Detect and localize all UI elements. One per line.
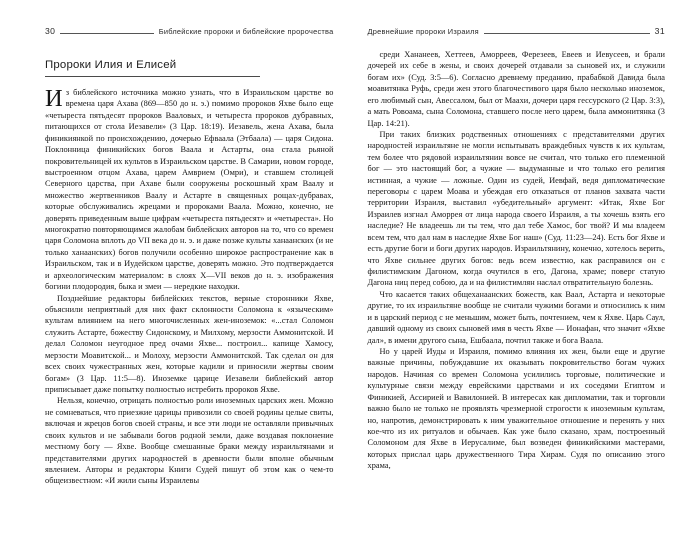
paragraph: Что касается таких общеханаанских божеств, как Ваал, Астарта и некоторые другие, то их израильтяне вообще не считали чужими богами и относились к ним и в царский период с не меньшим, может быть, почтением, чем к Яхве. Царь Саул, давший одному из своих сыновей имя в честь Яхве — Ионафан, что значит «Яхве дал», в имени другого сына, Ешбаала, почтил также и бога Ваала. bbox=[367, 289, 665, 345]
paragraph: среди Хананеев, Хеттеев, Аморреев, Ферезеев, Евеев и Иевусеев, и брали дочерей их себе в жены, и своих дочерей отдавали за сыновей их, и служили богам их» (Суд. 3:5—6). Согласно древнему преданию, прабабкой Давида была моавитянка Руфь, среди жен этого благочестивого царя было несколько иноземок, его любимый сын, Авессалом, был от Маахи, дочери царя гессурского (2 Цар. 3:3), а мать Ровоама, сына Соломона, ставшего после него царем, была аммонитянка (3 Цар. 14:21). bbox=[367, 50, 665, 128]
section-heading: Пророки Илия и Елисей bbox=[45, 59, 177, 71]
running-head-rule bbox=[484, 33, 650, 34]
left-page-body bbox=[45, 87, 334, 487]
right-running-head-title: Древнейшие пророки Израиля bbox=[367, 27, 479, 36]
right-running-head bbox=[368, 26, 666, 42]
right-page-body bbox=[368, 49, 666, 472]
paragraph: При таких близких родственных отношениях с представителями других народностей израильтяне не могли испытывать враждебных чувств к их культам, тем более что рядовой израильтянин вовсе не считал, что только его племенной бог — это настоящий бог, а чужие — выдуманные и что только его религия истинная, а чужие — ложные. Один из судей, Иевфай, ведя дипломатические переговоры с царем Моава и убеждая его отказаться от планов захвата части территории Израиля, выставил «убедительный» аргумент: «Итак, Яхве Бог Израилев изгнал Аморрея от лица народа своего Израиля, а ты хочешь взять его наследие? Не владеешь ли ты тем, что дал тебе Хамос, бог твой? И мы владеем всем тем, что дал нам в наследие Яхве Бог наш» (Суд. 11:23—24). Есть бог Яхве и есть другие боги и боги других народов. Израильтянину, конечно, хотелось верить, что Яхве сильнее других богов: ведь всем известно, как расправился он с филистимским Дагоном, когда очутился в его, Дагона, храме; поверг статую Дагона ниц перед собою, да и на филистимлян наслал отвратительную болезнь. bbox=[367, 129, 665, 288]
paragraph: Позднейшие редакторы библейских текстов, верные сторонники Яхве, объяснили неприятный для них факт склонности Соломона к «языческим» культам влиянием на него многочисленных жен-иноземок: «...стал Соломон служить Астарте, божеству Сидонскому, и Милхому, мерзости Аммонитской. И делал Соломон неугодное пред очами Яхве... построил... капище Хамосу, мерзости Моавитской... и Молоху, мерзости Аммонитской. Так сделал он для всех своих чужестранных жен, которые кадили и приносили жертвы своим богам» (3 Цар. 11:5—8). Иноземке царице Иезавели библейский автор приписывает даже попытку полностью истребить пророков Яхве. bbox=[45, 293, 334, 394]
left-page-folio: 30 bbox=[45, 26, 56, 36]
paragraph bbox=[45, 87, 334, 293]
left-running-head-title: Библейские пророки и библейские пророчества bbox=[158, 27, 334, 36]
paragraph: Нельзя, конечно, отрицать полностью роли иноземных царских жен. Можно не сомневаться, что приезжие царицы привозили со своей родины целые свиты, включая и жрецов богов своей страны, и все эти люди не оставляли привычных своих культов и не забывали богов родной земли, даже воздавая поклонение местному богу — Яхве. Вообще смешанные браки между израильтянами и представителями других народностей в древности были вполне обычным явлением. Авторы и редакторы Книги Судей пишут об этом как о чем-то общеизвестном: «И жили сыны Израилевы bbox=[45, 396, 334, 486]
right-page bbox=[350, 0, 699, 540]
paragraph-text: з библейского источника можно узнать, что в Израильском царстве во времена царя Ахава (869—850 до н. э.) помимо пророков Яхве было еще «четыреста пятьдесят пророков Вааловых, и четыреста пророков дубравных, питающихся от стола Иезавели» (3 Цар. 18:19). Иезавель, жена Ахава, была финикиянкой по происхождению, дочерью Ефваала (Этбаала) — царя Сидона. Поклонница финикийских богов Ваала и Астарты, она стала рьяной покровительницей их культов в Израильском царстве. В Самарии, новом городе, выстроенном отцом Ахава, царем Амврием (Омри), и ставшем столицей Северного царства, при Ахаве были сооружены роскошный храм Ваалу и множество жертвенников Ваалу и Астарте в священных рощах-дубравах, которые обслуживались жрецами и пророками Ваала. Можно, конечно, не доверять приведенным выше цифрам «четыреста пятьдесят» и «четыреста». Но многократно повторяющимся жалобам библейских авторов на то, что со времен царя Соломона вплоть до VII века до н. э. и даже позже культы ханаанских (и не только ханаанских) богов получили особенно широкое распространение как в Израильском, так и в Иудейском царстве, доверять можно. Это подтверждается и археологическим материалом: в слоях X—VII веков до н. э. изображения богини плодородия, быка и змеи — нередкие находки. bbox=[45, 88, 334, 292]
drop-cap: И bbox=[45, 85, 63, 112]
section-heading-rule bbox=[45, 76, 260, 77]
right-page-folio: 31 bbox=[654, 26, 665, 36]
running-head-rule bbox=[60, 33, 153, 34]
paragraph: Но у царей Иуды и Израиля, помимо влияния их жен, были еще и другие важные причины, побуждавшие их оказывать покровительство богам чужих народов. Начиная со времен Соломона усилились торговые, политические и культурные связи между еврейскими царствами и их соседями Египтом и Финикией, Ассирией и Вавилонией. В интересах как дипломатии, так и торговли важно было не только не проявлять чрезмерной строгости к иноземным культам, но, напротив, демонстрировать к ним уважительное отношение и перенять у них кое-что из их ритуалов и обычаев. Как уже было сказано, храм, построенный Соломоном для Яхве в Иерусалиме, был возведен финикийскими мастерами, которых прислал царь дружественного Тира Хирам. Судя по описанию этого храма, bbox=[367, 346, 665, 471]
left-running-head bbox=[45, 26, 334, 42]
